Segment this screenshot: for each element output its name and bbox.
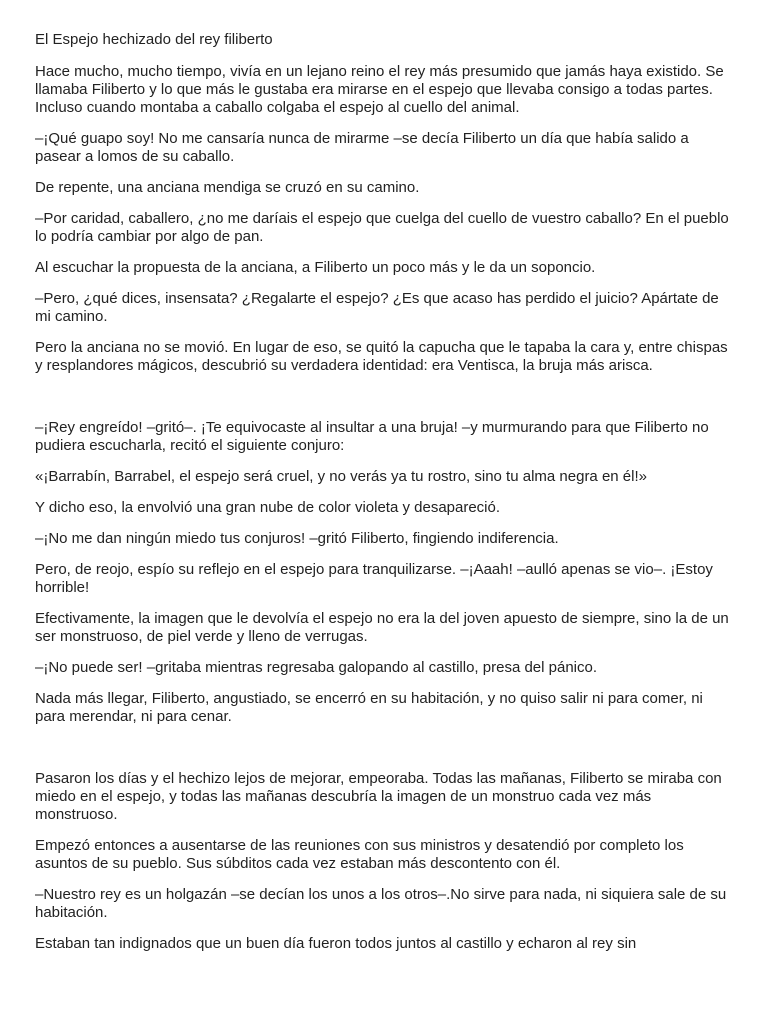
- document-page: [35, 31, 735, 966]
- paragraph: Pero, de reojo, espío su reflejo en el espejo para tranquilizarse. –¡Aaah! –aulló apenas se vio–. ¡Estoy horrible!: [35, 561, 713, 596]
- paragraph: –Pero, ¿qué dices, insensata? ¿Regalarte el espejo? ¿Es que acaso has perdido el juicio? Apártate de mi camino.: [35, 290, 719, 325]
- paragraph: De repente, una anciana mendiga se cruzó en su camino.: [35, 179, 420, 196]
- paragraph: Y dicho eso, la envolvió una gran nube de color violeta y desapareció.: [35, 499, 501, 516]
- paragraph: –Por caridad, caballero, ¿no me daríais el espejo que cuelga del cuello de vuestro caballo? En el pueblo lo podría cambiar por algo de pan.: [35, 210, 729, 245]
- section-gap: [35, 739, 735, 770]
- paragraph: –¡Rey engreído! –gritó–. ¡Te equivocaste al insultar a una bruja! –y murmurando para que Filiberto no pudiera escucharla, recitó el siguiente conjuro:: [35, 419, 709, 454]
- paragraph: Pasaron los días y el hechizo lejos de mejorar, empeoraba. Todas las mañanas, Filiberto se miraba con miedo en el espejo, y todas las mañanas descubría la imagen de un monstruo cada vez más monstruoso.: [35, 770, 722, 823]
- paragraph: Efectivamente, la imagen que le devolvía el espejo no era la del joven apuesto de siempre, sino la de un ser monstruoso, de piel verde y lleno de verrugas.: [35, 610, 729, 645]
- paragraph: «¡Barrabín, Barrabel, el espejo será cruel, y no verás ya tu rostro, sino tu alma negra en él!»: [35, 468, 647, 485]
- paragraph: Nada más llegar, Filiberto, angustiado, se encerró en su habitación, y no quiso salir ni para comer, ni para merendar, ni para cenar.: [35, 690, 703, 725]
- paragraph: Empezó entonces a ausentarse de las reuniones con sus ministros y desatendió por completo los asuntos de su pueblo. Sus súbditos cada vez estaban más descontento con él.: [35, 837, 684, 872]
- document-title: El Espejo hechizado del rey filiberto: [35, 31, 273, 48]
- paragraph: Al escuchar la propuesta de la anciana, a Filiberto un poco más y le da un soponcio.: [35, 259, 596, 276]
- paragraph: –¡Qué guapo soy! No me cansaría nunca de mirarme –se decía Filiberto un día que había salido a pasear a lomos de su caballo.: [35, 130, 689, 165]
- paragraph: Hace mucho, mucho tiempo, vivía en un lejano reino el rey más presumido que jamás haya existido. Se llamaba Filiberto y lo que más le gustaba era mirarse en el espejo que llevaba consigo a todas partes. Incluso cuando montaba a caballo colgaba el espejo al cuello del animal.: [35, 63, 724, 116]
- paragraph: Estaban tan indignados que un buen día fueron todos juntos al castillo y echaron al rey sin: [35, 935, 637, 952]
- paragraph: –¡No puede ser! –gritaba mientras regresaba galopando al castillo, presa del pánico.: [35, 659, 598, 676]
- paragraph: –Nuestro rey es un holgazán –se decían los unos a los otros–.No sirve para nada, ni siquiera sale de su habitación.: [35, 886, 727, 921]
- paragraph: –¡No me dan ningún miedo tus conjuros! –gritó Filiberto, fingiendo indiferencia.: [35, 530, 559, 547]
- paragraph: Pero la anciana no se movió. En lugar de eso, se quitó la capucha que le tapaba la cara y, entre chispas y resplandores mágicos, descubrió su verdadera identidad: era Ventisca, la bruja más arisca.: [35, 339, 728, 374]
- section-gap: [35, 388, 735, 419]
